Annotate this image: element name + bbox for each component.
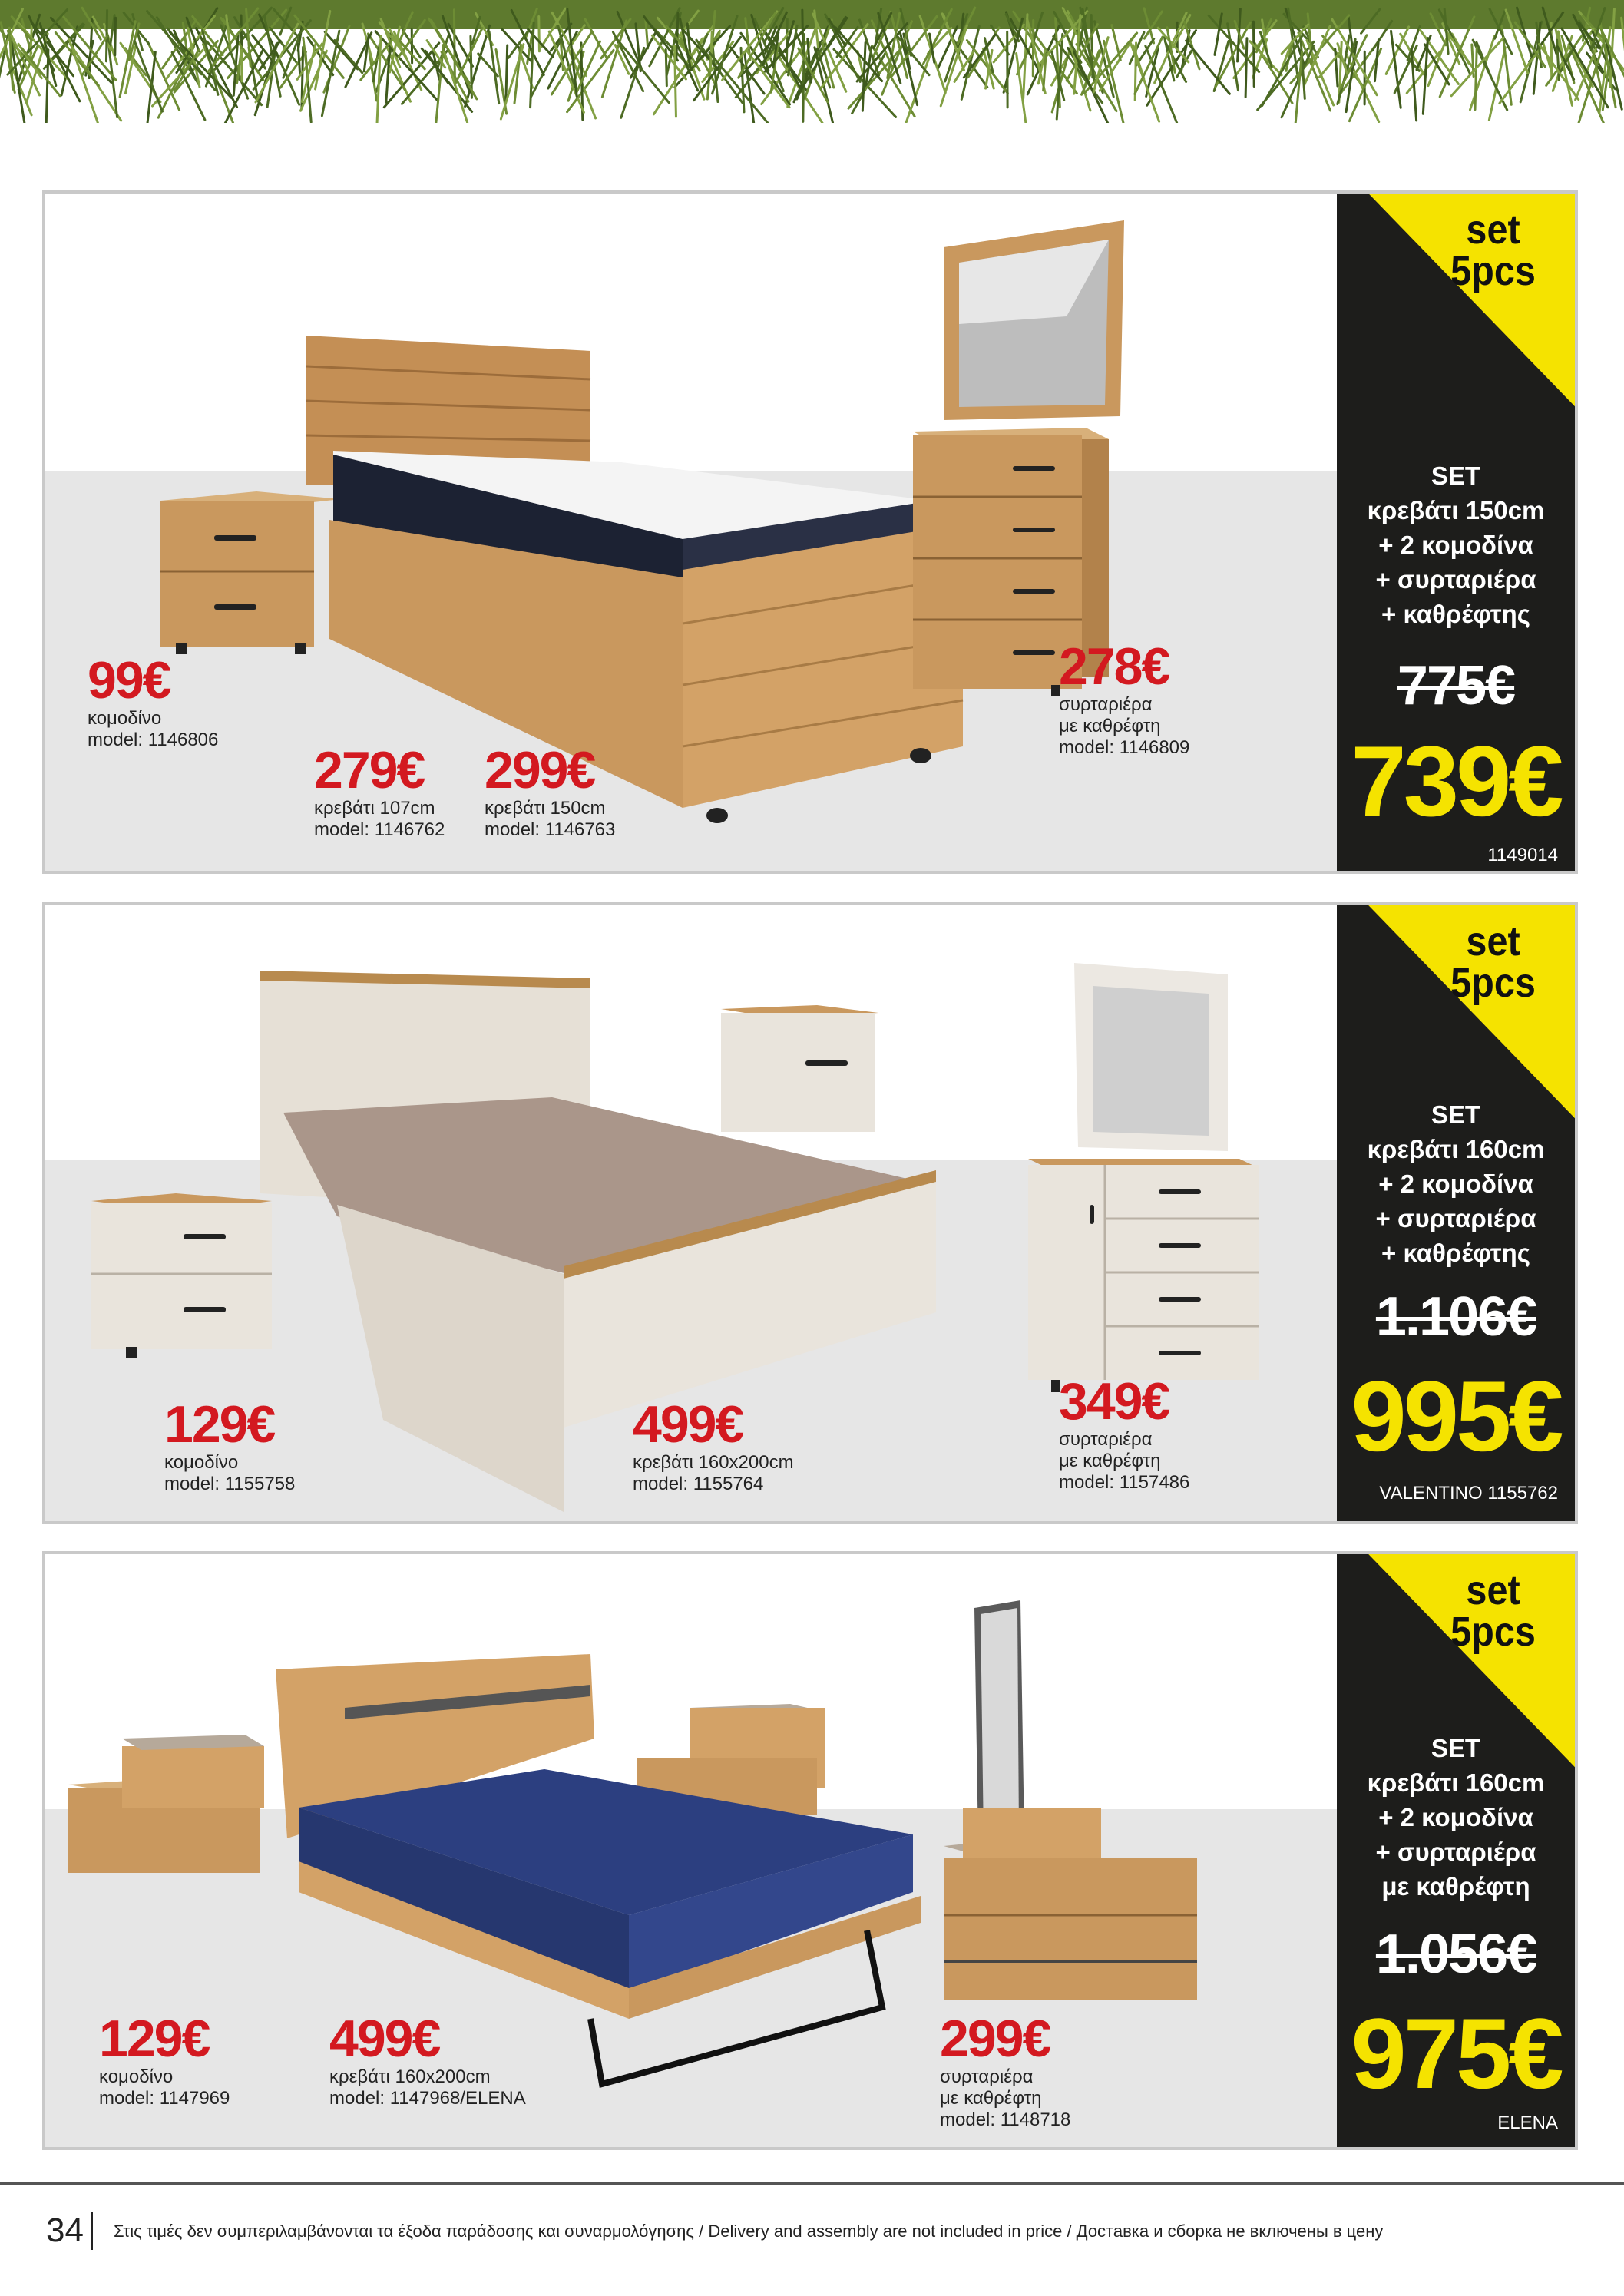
delivery-disclaimer: Στις τιμές δεν συμπεριλαμβάνονται τα έξοδα παράδοσης και συναρμολόγησης / Delivery and assembly are not included in price / Доставка и сборка не включены в цену (114, 2222, 1384, 2241)
item-bed-160-elena (329, 2011, 526, 2109)
item-price: 299€ (485, 741, 595, 799)
item-price: 499€ (329, 2010, 440, 2068)
item-price: 99€ (88, 651, 170, 710)
set-panel-3 (42, 1551, 1578, 2150)
set-pcs-label: set 5pcs (1450, 1567, 1536, 1655)
old-price: 775€ (1397, 655, 1515, 716)
set-price: 995€ (1351, 1360, 1561, 1472)
set-code: ELENA (1497, 2112, 1558, 2133)
set-price: 739€ (1351, 725, 1561, 837)
set-code: VALENTINO 1155762 (1379, 1483, 1558, 1504)
set-pcs-label: set 5pcs (1450, 918, 1536, 1006)
item-dresser-mirror-3 (940, 2011, 1070, 2131)
set-panel-2 (42, 902, 1578, 1524)
item-name-2: με καθρέφτη (940, 2088, 1042, 2109)
set-code: 1149014 (1487, 845, 1558, 865)
item-model: model: 1147968/ELENA (329, 2088, 526, 2109)
nightstand-image (91, 1193, 272, 1358)
set-pcs-label: set 5pcs (1450, 207, 1536, 294)
old-price: 1.056€ (1375, 1924, 1536, 1985)
item-bed-150 (485, 743, 615, 841)
yellow-corner-badge (1303, 190, 1578, 427)
item-nightstand-2 (164, 1397, 295, 1495)
item-name: κρεβάτι 160x200cm (329, 2066, 491, 2087)
item-dresser-mirror-1 (1059, 639, 1189, 759)
item-model: model: 1146763 (485, 819, 616, 840)
item-name-2: με καθρέφτη (1059, 716, 1161, 736)
footer-divider (0, 2182, 1624, 2185)
yellow-corner-badge (1303, 902, 1578, 1139)
item-price: 129€ (99, 2010, 210, 2068)
item-price: 499€ (633, 1395, 743, 1454)
item-price: 299€ (940, 2010, 1050, 2068)
mirror-image (944, 220, 1124, 420)
set-description: SET κρεβάτι 160cm + 2 κομοδίνα + συρταριέρα με καθρέφτη (1367, 1734, 1545, 1901)
item-price: 129€ (164, 1395, 275, 1454)
old-price: 1.106€ (1375, 1286, 1536, 1348)
pine-garland-decoration (0, 0, 1624, 123)
item-bed-107 (314, 743, 445, 841)
bedroom-set-oak-image (145, 209, 1166, 839)
item-nightstand-1 (88, 653, 218, 751)
item-name: συρταριέρα (1059, 1429, 1153, 1450)
nightstand-image (160, 491, 341, 654)
item-name: κομοδίνο (99, 2066, 174, 2087)
item-model: model: 1155764 (633, 1474, 764, 1494)
item-name: συρταριέρα (940, 2066, 1034, 2087)
dresser-image (944, 1808, 1197, 2000)
set-description: SET κρεβάτι 150cm + 2 κομοδίνα + συρταριέρα + καθρέφτης (1367, 462, 1545, 628)
item-price: 278€ (1059, 637, 1169, 696)
item-name: κρεβάτι 150cm (485, 798, 606, 819)
set-panel-1 (42, 190, 1578, 874)
item-name: κομοδίνο (164, 1452, 239, 1473)
footer-separator (91, 2212, 93, 2250)
item-model: model: 1157486 (1059, 1472, 1190, 1493)
item-name: συρταριέρα (1059, 694, 1153, 715)
page-number: 34 (46, 2212, 84, 2249)
item-model: model: 1147969 (99, 2088, 230, 2109)
yellow-corner-badge (1303, 1551, 1578, 1788)
nightstand-image (68, 1735, 264, 1873)
item-name-2: με καθρέφτη (1059, 1451, 1161, 1471)
item-price: 349€ (1059, 1372, 1169, 1431)
item-nightstand-3 (99, 2011, 230, 2109)
item-model: model: 1155758 (164, 1474, 296, 1494)
bedroom-set-elena-image (68, 1593, 1266, 2092)
item-bed-160-valentino (633, 1397, 794, 1495)
dresser-image (1028, 1159, 1259, 1392)
mirror-image (1074, 963, 1228, 1151)
nightstand-image (721, 1005, 878, 1132)
item-dresser-mirror-2 (1059, 1374, 1189, 1494)
set-price: 975€ (1351, 1997, 1561, 2109)
item-name: κρεβάτι 107cm (314, 798, 435, 819)
set-description: SET κρεβάτι 160cm + 2 κομοδίνα + συρταριέρα + καθρέφτης (1367, 1100, 1545, 1267)
item-model: model: 1146806 (88, 729, 219, 750)
item-model: model: 1148718 (940, 2109, 1071, 2130)
item-model: model: 1146809 (1059, 737, 1190, 758)
item-name: κρεβάτι 160x200cm (633, 1452, 794, 1473)
item-name: κομοδίνο (88, 708, 162, 729)
item-model: model: 1146762 (314, 819, 445, 840)
item-price: 279€ (314, 741, 425, 799)
